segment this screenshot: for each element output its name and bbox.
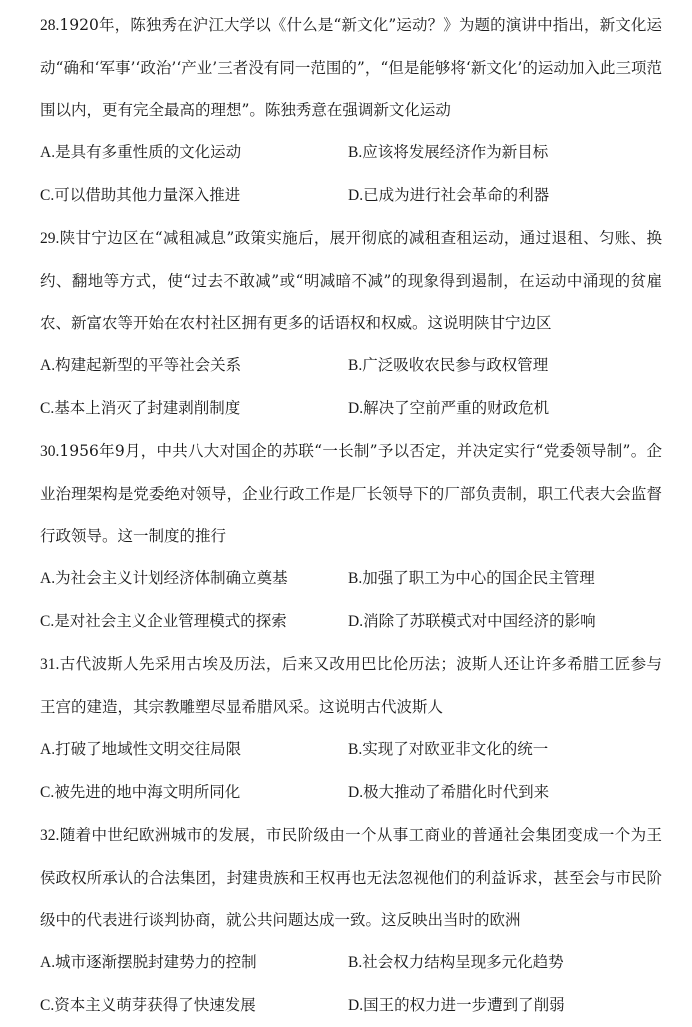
question-number: 29. (40, 230, 60, 247)
option-letter: D. (348, 613, 364, 630)
question-text: 1920年，陈独秀在沪江大学以《什么是“新文化”运动？》为题的演讲中指出，新文化运动“确和‘军事’‘政治’‘产业’三者没有同一范围的”，“但是能够将‘新文化’的运动加入此三项范围以内，更有完全最高的理想”。陈独秀意在强调新文化运动 (40, 16, 662, 119)
option-text: 应该将发展经济作为新目标 (362, 143, 549, 161)
option-a (40, 344, 348, 387)
option-letter: C. (40, 187, 55, 204)
option-letter: A. (40, 144, 56, 161)
option-letter: C. (40, 400, 55, 417)
option-a (40, 941, 348, 984)
option-c (40, 387, 348, 430)
option-d (348, 771, 662, 814)
options-group (40, 941, 662, 1027)
option-text: 国王的权力进一步遭到了削弱 (363, 996, 565, 1014)
option-c (40, 600, 348, 643)
option-letter: B. (348, 741, 363, 758)
question-29 (40, 217, 662, 430)
question-stem (40, 217, 662, 344)
option-text: 加强了职工为中心的国企民主管理 (362, 569, 595, 587)
option-text: 极大推动了希腊化时代到来 (363, 783, 550, 801)
option-text: 社会权力结构呈现多元化趋势 (362, 953, 564, 971)
option-text: 可以借助其他力量深入推进 (54, 186, 241, 204)
option-text: 基本上消灭了封建剥削制度 (54, 399, 241, 417)
option-text: 已成为进行社会革命的利器 (363, 186, 550, 204)
option-b (348, 131, 662, 174)
question-28 (40, 4, 662, 217)
option-d (348, 600, 662, 643)
question-text: 1956年9月，中共八大对国企的苏联“一长制”予以否定，并决定实行“党委领导制”。企业治理架构是党委绝对领导，企业行政工作是厂长领导下的厂部负责制，职工代表大会监督行政领导。这一制度的推行 (40, 442, 662, 545)
option-b (348, 344, 662, 387)
question-31 (40, 643, 662, 814)
option-letter: B. (348, 357, 363, 374)
option-text: 打破了地域性文明交往局限 (55, 740, 242, 758)
option-letter: A. (40, 954, 56, 971)
option-text: 消除了苏联模式对中国经济的影响 (363, 612, 596, 630)
option-d (348, 387, 662, 430)
option-letter: C. (40, 613, 55, 630)
option-letter: C. (40, 784, 55, 801)
question-number: 31. (40, 656, 60, 673)
option-b (348, 941, 662, 984)
question-30 (40, 430, 662, 643)
option-text: 解决了空前严重的财政危机 (363, 399, 550, 417)
option-text: 为社会主义计划经济体制确立奠基 (55, 569, 288, 587)
question-number: 32. (40, 827, 60, 844)
question-stem (40, 643, 662, 728)
option-letter: D. (348, 187, 364, 204)
option-text: 构建起新型的平等社会关系 (55, 356, 242, 374)
question-text: 陕甘宁边区在“减租减息”政策实施后，展开彻底的减租查租运动，通过退租、匀账、换约、翻地等方式，使“过去不敢减”或“明减暗不减”的现象得到遏制，在运动中涌现的贫雇农、新富农等开始在农村社区拥有更多的话语权和权威。这说明陕甘宁边区 (40, 229, 662, 332)
option-letter: B. (348, 954, 363, 971)
question-stem (40, 814, 662, 941)
options-group (40, 557, 662, 643)
question-number: 28. (40, 17, 60, 34)
option-text: 广泛吸收农民参与政权管理 (362, 356, 549, 374)
option-letter: A. (40, 357, 56, 374)
question-stem (40, 4, 662, 131)
option-letter: A. (40, 741, 56, 758)
options-group (40, 131, 662, 217)
question-32 (40, 814, 662, 1027)
question-text: 随着中世纪欧洲城市的发展，市民阶级由一个从事工商业的普通社会集团变成一个为王侯政权所承认的合法集团，封建贵族和王权再也无法忽视他们的利益诉求，甚至会与市民阶级中的代表进行谈判协商，就公共问题达成一致。这反映出当时的欧洲 (40, 826, 662, 929)
option-a (40, 728, 348, 771)
option-c (40, 174, 348, 217)
option-text: 城市逐渐摆脱封建势力的控制 (55, 953, 257, 971)
option-text: 资本主义萌芽获得了快速发展 (54, 996, 256, 1014)
option-a (40, 131, 348, 174)
option-letter: D. (348, 997, 364, 1014)
options-group (40, 728, 662, 814)
question-text: 古代波斯人先采用古埃及历法，后来又改用巴比伦历法；波斯人还让许多希腊工匠参与王宫的建造，其宗教雕塑尽显希腊风采。这说明古代波斯人 (40, 655, 662, 716)
option-b (348, 557, 662, 600)
option-letter: D. (348, 400, 364, 417)
option-c (40, 771, 348, 814)
question-stem (40, 430, 662, 557)
option-letter: B. (348, 570, 363, 587)
option-d (348, 174, 662, 217)
option-letter: B. (348, 144, 363, 161)
option-b (348, 728, 662, 771)
option-text: 实现了对欧亚非文化的统一 (362, 740, 549, 758)
option-letter: D. (348, 784, 364, 801)
option-text: 是具有多重性质的文化运动 (55, 143, 242, 161)
option-text: 被先进的地中海文明所同化 (54, 783, 241, 801)
option-letter: C. (40, 997, 55, 1014)
option-text: 是对社会主义企业管理模式的探索 (54, 612, 287, 630)
question-number: 30. (40, 443, 60, 460)
option-a (40, 557, 348, 600)
options-group (40, 344, 662, 430)
option-letter: A. (40, 570, 56, 587)
